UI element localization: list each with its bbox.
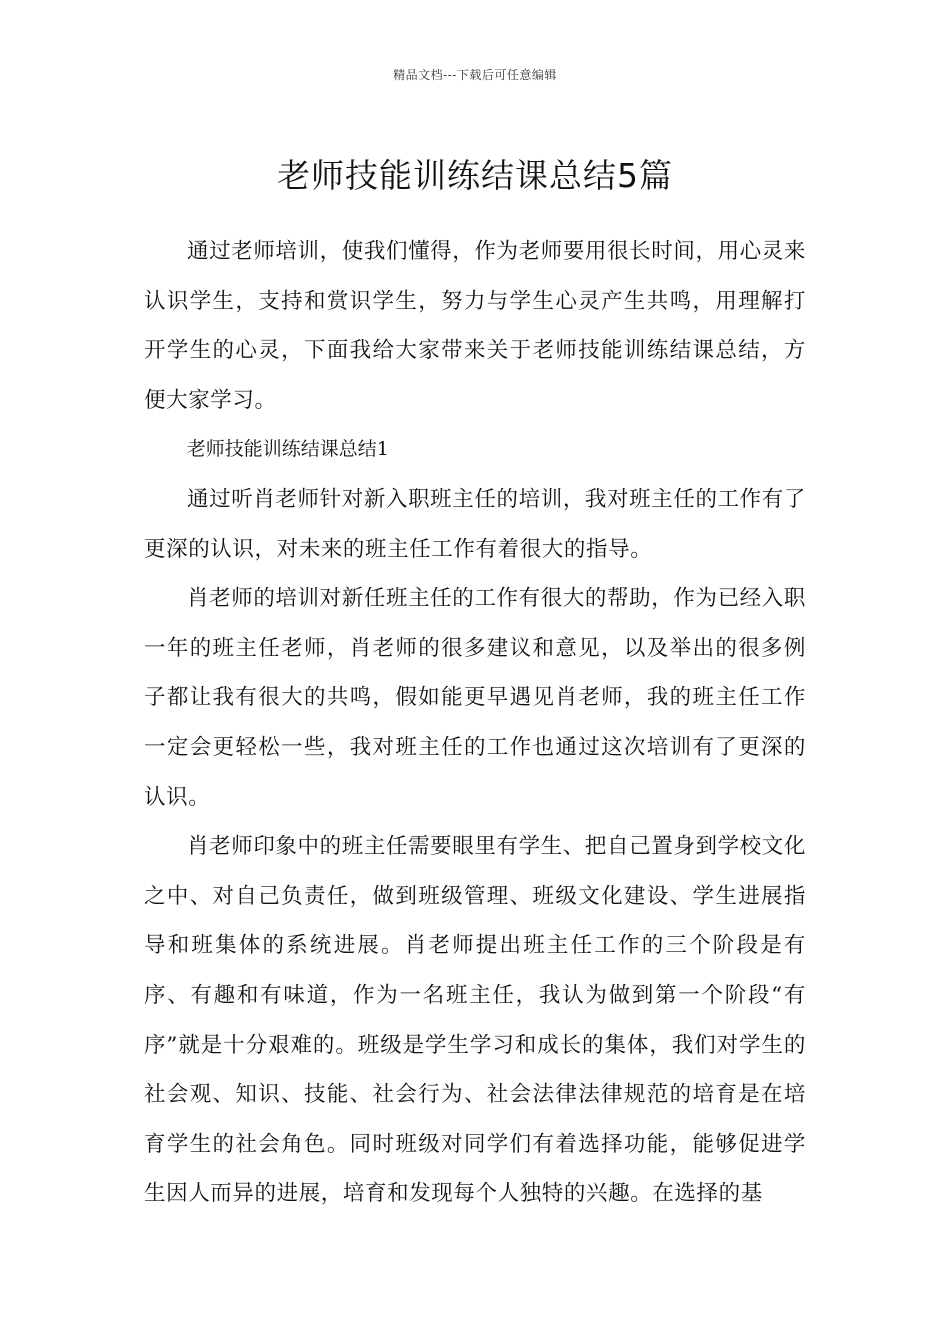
body-paragraph: 肖老师的培训对新任班主任的工作有很大的帮助，作为已经入职一年的班主任老师，肖老师的很多建议和意见，以及举出的很多例子都让我有很大的共鸣，假如能更早遇见肖老师，我的班主任工作一定会更轻松一些，我对班主任的工作也通过这次培训有了更深的认识。	[144, 586, 806, 810]
section-heading: 老师技能训练结课总结1	[186, 438, 389, 461]
intro-paragraph: 通过老师培训，使我们懂得，作为老师要用很长时间，用心灵来认识学生，支持和赏识学生，努力与学生心灵产生共鸣，用理解打开学生的心灵，下面我给大家带来关于老师技能训练结课总结，方便大家学习。	[144, 239, 806, 413]
header-note: 精品文档---下载后可任意编辑	[393, 68, 557, 82]
document-body	[144, 227, 806, 1219]
body-paragraph: 肖老师印象中的班主任需要眼里有学生、把自己置身到学校文化之中、对自己负责任，做到班级管理、班级文化建设、学生进展指导和班集体的系统进展。肖老师提出班主任工作的三个阶段是有序、有趣和有味道，作为一名班主任，我认为做到第一个阶段“有序”就是十分艰难的。班级是学生学习和成长的集体，我们对学生的社会观、知识、技能、社会行为、社会法律法律规范的培育是在培育学生的社会角色。同时班级对同学们有着选择功能，能够促进学生因人而异的进展，培育和发现每个人独特的兴趣。在选择的基	[144, 834, 806, 1207]
body-paragraph: 通过听肖老师针对新入职班主任的培训，我对班主任的工作有了更深的认识，对未来的班主任工作有着很大的指导。	[144, 486, 806, 562]
document-title: 老师技能训练结课总结5篇	[277, 156, 673, 196]
